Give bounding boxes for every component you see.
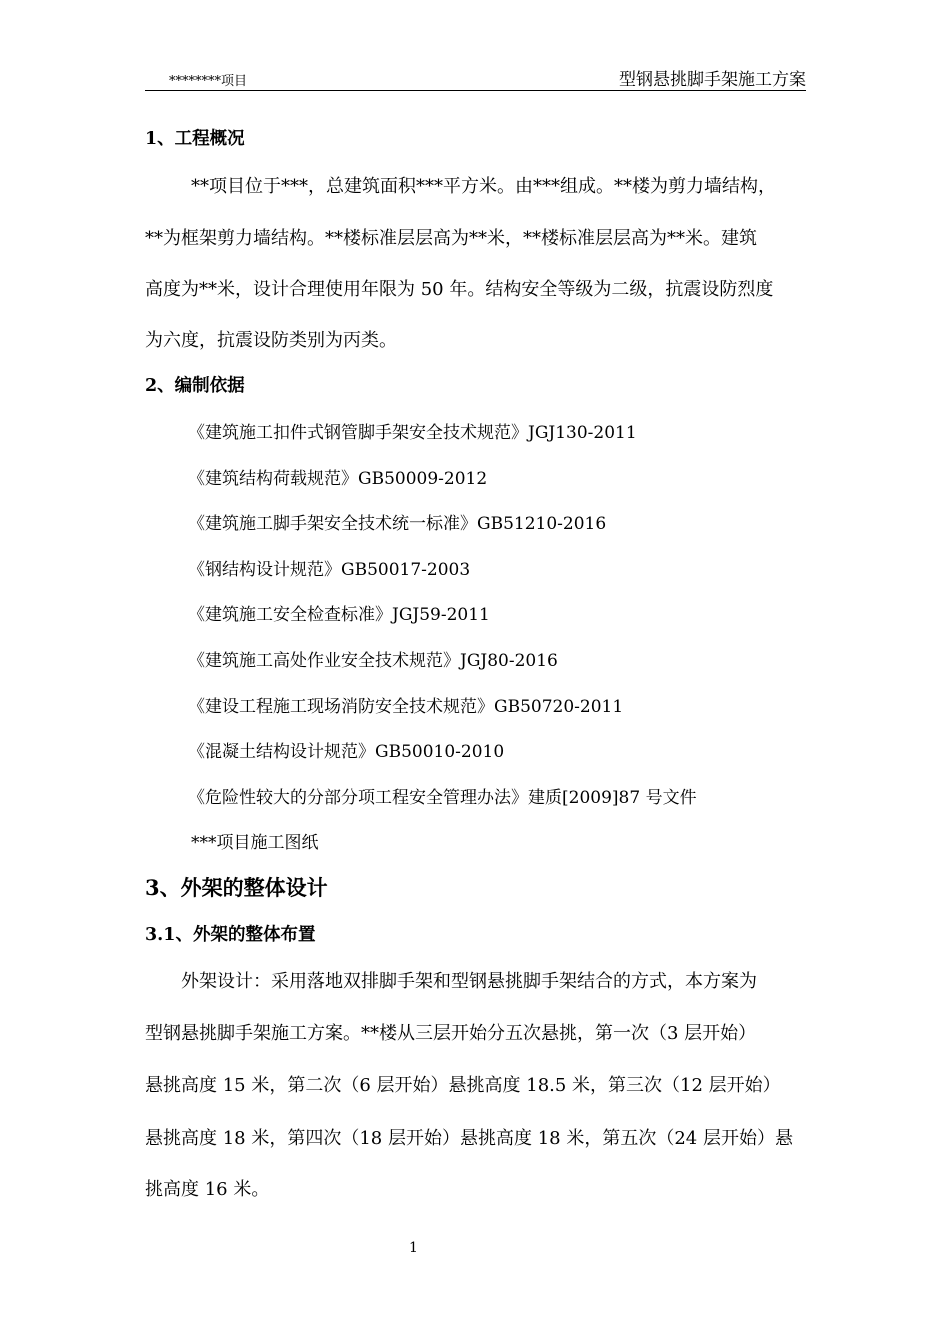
section-1-line: 高度为**米，设计合理使用年限为 50 年。结构安全等级为二级，抗震设防烈度	[145, 279, 774, 300]
reference-item: 《建筑施工脚手架安全技术统一标准》GB51210-2016	[188, 514, 607, 534]
section-1-line: **为框架剪力墙结构。**楼标准层层高为**米，**楼标准层层高为**米。建筑	[145, 228, 757, 249]
page-header	[145, 62, 806, 91]
header-project-name: ********项目	[169, 74, 248, 89]
reference-item: 《建筑施工安全检查标准》JGJ59-2011	[188, 605, 490, 625]
section-3-heading: 3、外架的整体设计	[145, 875, 328, 900]
reference-item: 《危险性较大的分部分项工程安全管理办法》建质[2009]87 号文件	[188, 788, 697, 808]
reference-item: 《建设工程施工现场消防安全技术规范》GB50720-2011	[188, 697, 624, 717]
section-3-line: 挑高度 16 米。	[145, 1179, 270, 1200]
section-1-heading: 1、工程概况	[145, 129, 245, 149]
section-3-1-heading: 3.1、外架的整体布置	[145, 925, 316, 945]
reference-item: 《建筑施工高处作业安全技术规范》JGJ80-2016	[188, 651, 558, 671]
section-3-line: 悬挑高度 15 米，第二次（6 层开始）悬挑高度 18.5 米，第三次（12 层开始）	[145, 1075, 781, 1096]
section-1-line: **项目位于***，总建筑面积***平方米。由***组成。**楼为剪力墙结构，	[191, 176, 776, 197]
reference-item: 《建筑结构荷载规范》GB50009-2012	[188, 469, 488, 489]
reference-item: 《钢结构设计规范》GB50017-2003	[188, 560, 471, 580]
reference-item: 《混凝土结构设计规范》GB50010-2010	[188, 742, 505, 762]
section-3-line: 型钢悬挑脚手架施工方案。**楼从三层开始分五次悬挑，第一次（3 层开始）	[145, 1023, 757, 1044]
reference-item: 《建筑施工扣件式钢管脚手架安全技术规范》JGJ130-2011	[188, 423, 637, 443]
section-3-line: 悬挑高度 18 米，第四次（18 层开始）悬挑高度 18 米，第五次（24 层开始）悬	[145, 1128, 793, 1149]
header-document-title: 型钢悬挑脚手架施工方案	[619, 70, 806, 90]
page-number: 1	[409, 1240, 418, 1256]
section-2-heading: 2、编制依据	[145, 376, 245, 396]
section-1-line: 为六度，抗震设防类别为丙类。	[145, 330, 397, 351]
reference-item: ***项目施工图纸	[191, 833, 319, 853]
section-3-line: 外架设计：采用落地双排脚手架和型钢悬挑脚手架结合的方式，本方案为	[181, 971, 757, 992]
